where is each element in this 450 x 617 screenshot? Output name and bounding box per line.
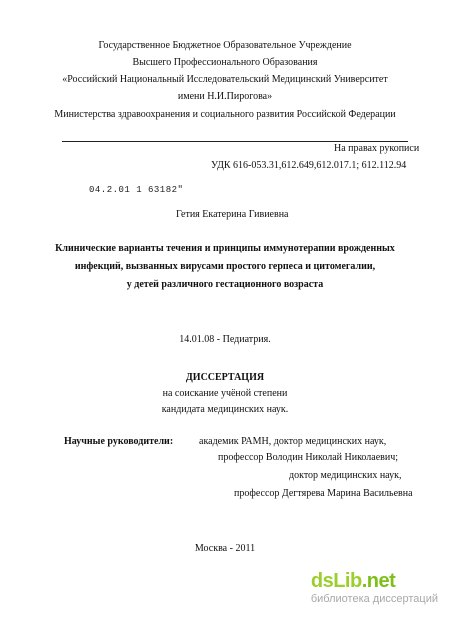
manuscript-rights: На правах рукописи bbox=[334, 143, 420, 154]
header-university-name: «Российский Национальный Исследовательский Медицинский Университет bbox=[62, 74, 388, 85]
specialty-code: 14.01.08 - Педиатрия. bbox=[179, 334, 271, 345]
header-university-named: имени Н.И.Пирогова» bbox=[177, 91, 273, 102]
dissertation-heading: ДИССЕРТАЦИЯ bbox=[185, 372, 265, 383]
dslib-logo: dsLib.net bbox=[310, 570, 396, 592]
dslib-watermark[interactable] bbox=[311, 570, 438, 606]
supervisor-1-name: профессор Володин Николай Николаевич; bbox=[218, 452, 399, 463]
degree-line-1: на соискание учёной степени bbox=[162, 388, 288, 399]
dslib-subtitle: библиотека диссертаций bbox=[310, 593, 438, 605]
title-line-1: Клинические варианты течения и принципы иммунотерапии врожденных bbox=[55, 243, 395, 254]
registration-stamp: 04.2.01 1 63182ʺ bbox=[89, 185, 184, 195]
header-ministry: Министерства здравоохранения и социального развития Российской Федерации bbox=[54, 109, 396, 120]
header-divider bbox=[62, 141, 408, 142]
header-institution-type: Государственное Бюджетное Образовательное Учреждение bbox=[98, 40, 352, 51]
udk-code: УДК 616-053.31,612.649,612.017.1; 612.112.94 bbox=[211, 160, 407, 171]
supervisor-2-name: профессор Дегтярева Марина Васильевна bbox=[234, 488, 413, 499]
header-education-level: Высшего Профессионального Образования bbox=[132, 57, 318, 68]
title-line-3: у детей различного гестационного возраста bbox=[126, 279, 324, 290]
degree-line-2: кандидата медицинских наук. bbox=[161, 404, 289, 415]
supervisor-1-title: академик РАМН, доктор медицинских наук, bbox=[199, 436, 387, 447]
place-and-year: Москва - 2011 bbox=[194, 543, 256, 554]
supervisors-label: Научные руководители: bbox=[64, 436, 174, 447]
title-line-2: инфекций, вызванных вирусами простого герпеса и цитомегалии, bbox=[74, 261, 376, 272]
supervisor-2-title: доктор медицинских наук, bbox=[289, 470, 402, 481]
author-name: Гетия Екатерина Гивиевна bbox=[176, 209, 289, 220]
